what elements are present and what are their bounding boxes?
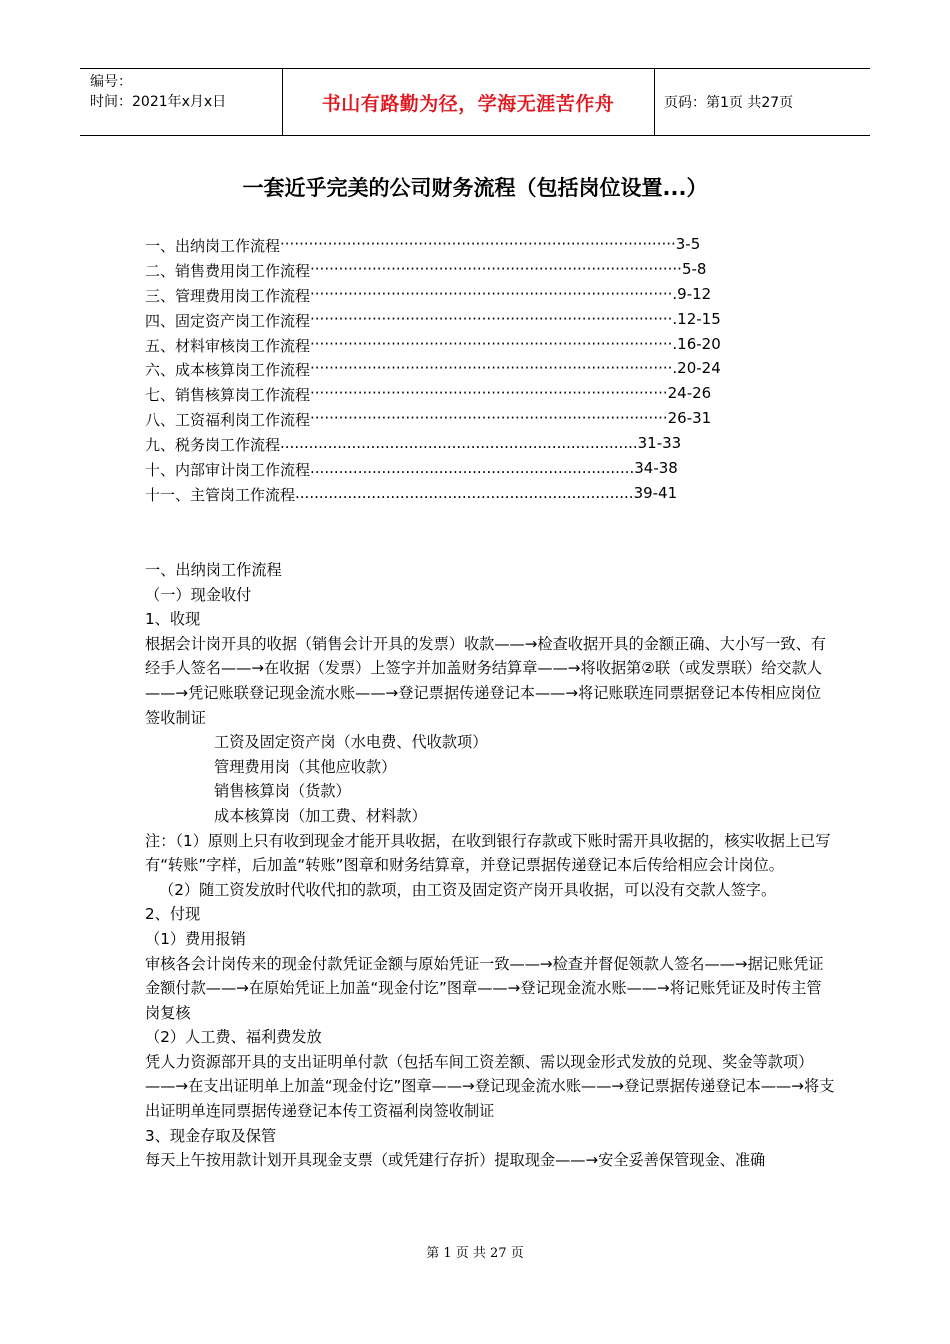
item-heading: 2、付现 (145, 905, 201, 924)
page-footer: 第 1 页 共 27 页 (426, 1246, 524, 1261)
indented-line: 管理费用岗（其他应收款） (214, 757, 397, 776)
header-motto: 书山有路勤为径，学海无涯苦作舟 (321, 92, 615, 115)
subitem-heading: （1）费用报销 (145, 929, 246, 948)
document-body (145, 558, 835, 1173)
toc-item[interactable]: 一、出纳岗工作流程 ··················································································· 3-5 (145, 235, 701, 255)
item-heading: 1、收现 (145, 610, 201, 629)
toc-item[interactable]: 八、工资福利岗工作流程 ··········································································· 26-31 (145, 409, 712, 429)
subitem-heading: （2）人工费、福利费发放 (145, 1028, 322, 1047)
toc-item[interactable]: 七、销售核算岗工作流程 ··········································································· 24-26 (145, 384, 712, 404)
paragraph: 根据会计岗开具的收据（销售会计开具的发票）收款——→检查收据开具的金额正确、大小写一致、有经手人签名——→在收据（发票）上签字并加盖财务结算章——→将收据第②联（或发票联）给交款人——→凭记账联登记现金流水账——→登记票据传递登记本——→将记账联连同票据登记本传相应岗位签收制证 (145, 634, 826, 727)
paragraph: 审核各会计岗传来的现金付款凭证金额与原始凭证一致——→检查并督促领款人签名——→据记账凭证金额付款——→在原始凭证上加盖“现金付讫”图章——→登记现金流水账——→将记账凭证及时传主管岗复核 (145, 954, 824, 1022)
section-heading: 一、出纳岗工作流程 (145, 561, 282, 579)
note-paragraph: （2）随工资发放时代收代扣的款项，由工资及固定资产岗开具收据，可以没有交款人签字。 (159, 880, 777, 899)
page-code: 页码：第1页 共27页 (664, 95, 794, 111)
toc-item[interactable]: 四、固定资产岗工作流程 ············································································ .12-15 (145, 310, 721, 330)
indented-line: 销售核算岗（货款） (214, 782, 351, 801)
toc-item[interactable]: 九、税务岗工作流程 ........................................................................... 31-33 (145, 434, 682, 454)
header-info-cell (80, 69, 282, 135)
indented-line: 成本核算岗（加工费、材料款） (214, 806, 427, 825)
paragraph: 每天上午按用款计划开具现金支票（或凭建行存折）提取现金——→安全妥善保管现金、准确 (145, 1151, 766, 1170)
toc-item[interactable]: 五、材料审核岗工作流程 ············································································ .16-20 (145, 335, 721, 355)
indented-line: 工资及固定资产岗（水电费、代收款项） (214, 733, 488, 752)
header-table (80, 68, 870, 136)
header-divider (654, 69, 655, 135)
number-label: 编号： (90, 74, 132, 90)
toc-item[interactable]: 十一、主管岗工作流程 ....................................................................... 39-41 (145, 484, 678, 504)
subsection-heading: （一）现金收付 (145, 585, 252, 604)
time-label: 时间：2021年x月x日 (90, 94, 227, 110)
document-title: 一套近乎完美的公司财务流程（包括岗位设置...） (242, 176, 708, 200)
note-paragraph: 注：（1）原则上只有收到现金才能开具收据，在收到银行存款或下账时需开具收据的，核实收据上已写有“转账”字样，后加盖“转账”图章和财务结算章，并登记票据传递登记本后传给相应会计岗位。 (145, 831, 831, 875)
toc-item[interactable]: 二、销售费用岗工作流程 ·············································································· 5-8 (145, 260, 707, 280)
toc-item[interactable]: 六、成本核算岗工作流程 ············································································ .20-24 (145, 359, 721, 379)
item-heading: 3、现金存取及保管 (145, 1126, 277, 1145)
toc-item[interactable]: 十、内部审计岗工作流程 .................................................................... 34-38 (145, 459, 678, 479)
toc-item[interactable]: 三、管理费用岗工作流程 ············································································ .9-12 (145, 285, 712, 305)
paragraph: 凭人力资源部开具的支出证明单付款（包括车间工资差额、需以现金形式发放的兑现、奖金等款项）——→在支出证明单上加盖“现金付讫”图章——→登记现金流水账——→登记票据传递登记本——→将支出证明单连同票据传递登记本传工资福利岗签收制证 (145, 1052, 835, 1121)
